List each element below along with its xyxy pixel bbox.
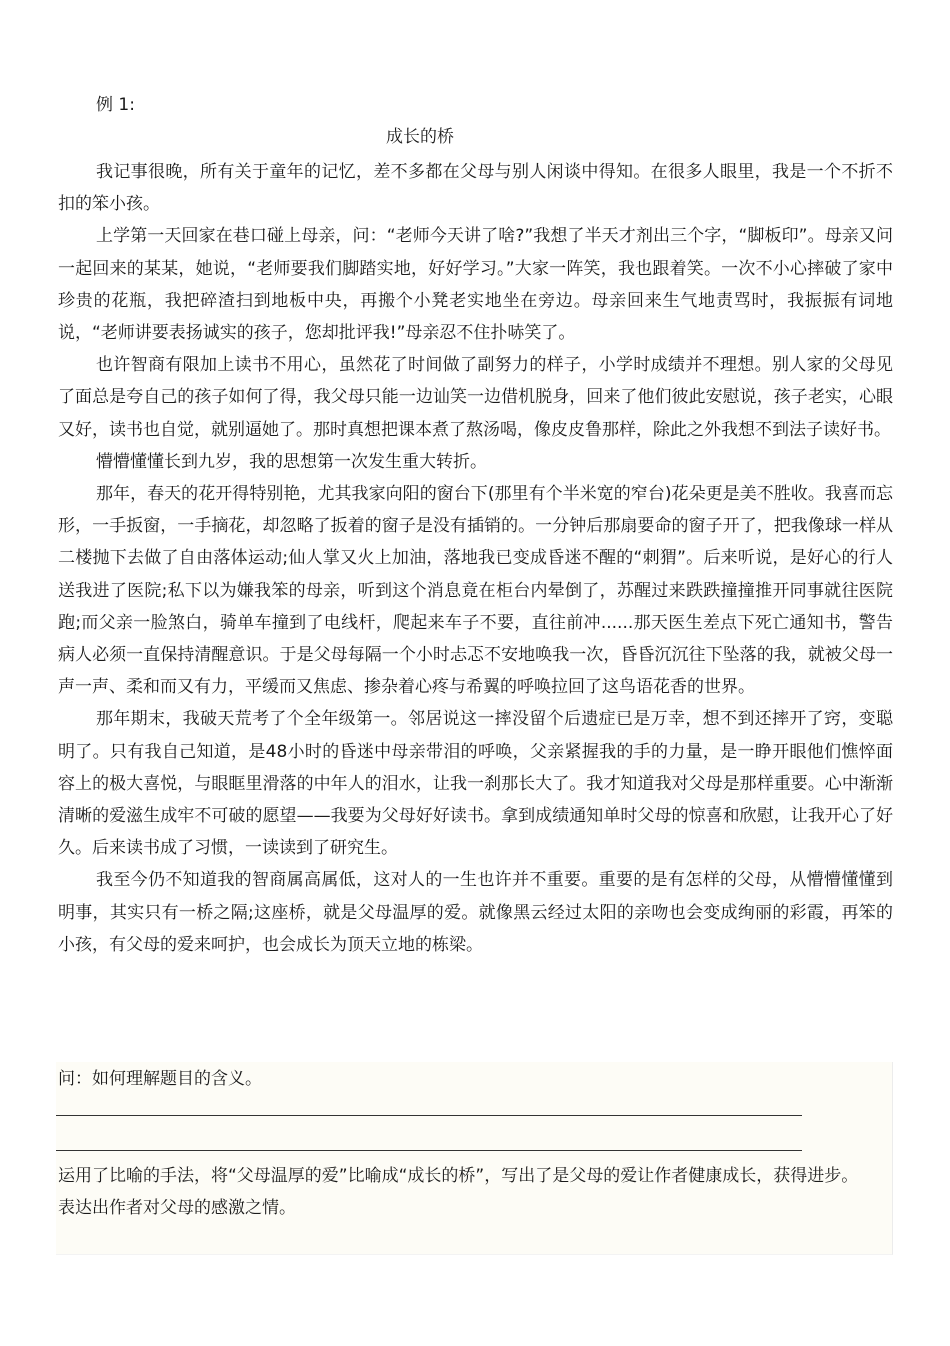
answer-blank-line	[56, 1115, 802, 1116]
example-label: 例 1:	[96, 95, 135, 115]
essay-paragraph: 那年，春天的花开得特别艳，尤其我家向阳的窗台下(那里有个半米宽的窄台)花朵更是美不胜收。我喜而忘形，一手扳窗，一手摘花，却忽略了扳着的窗子是没有插销的。一分钟后那扇要命的窗子开了，把我像球一样从二楼抛下去做了自由落体运动;仙人掌又火上加油，落地我已变成昏迷不醒的“刺猬”。后来听说，是好心的行人送我进了医院;私下以为嫌我笨的母亲，听到这个消息竟在柜台内晕倒了，苏醒过来跌跌撞撞推开同事就往医院跑;而父亲一脸煞白，骑单车撞到了电线杆，爬起来车子不要，直往前冲......那天医生差点下死亡通知书，警告病人必须一直保持清醒意识。于是父母每隔一个小时忐忑不安地唤我一次，昏昏沉沉往下坠落的我，就被父母一声一声、柔和而又有力，平缓而又焦虑、掺杂着心疼与希翼的呼唤拉回了这鸟语花香的世界。	[58, 484, 893, 698]
essay-paragraph: 也许智商有限加上读书不用心，虽然花了时间做了副努力的样子，小学时成绩并不理想。别人家的父母见了面总是夸自己的孩子如何了得，我父母只能一边讪笑一边借机脱身，回来了他们彼此安慰说，孩子老实，心眼又好，读书也自觉，就别逼她了。那时真想把课本煮了熬汤喝，像皮皮鲁那样，除此之外我想不到法子读好书。	[58, 355, 893, 440]
essay-title: 成长的桥	[386, 127, 454, 147]
essay-paragraph: 上学第一天回家在巷口碰上母亲，问：“老师今天讲了啥?”我想了半天才剂出三个字，“脚板印”。母亲又问一起回来的某某，她说，“老师要我们脚踏实地，好好学习。”大家一阵笑，我也跟着笑。一次不小心摔破了家中珍贵的花瓶，我把碎渣扫到地板中央，再搬个小凳老实地坐在旁边。母亲回来生气地责骂时，我振振有词地说，“老师讲要表扬诚实的孩子，您却批评我!”母亲忍不住扑哧笑了。	[58, 226, 893, 344]
essay-paragraph: 我至今仍不知道我的智商属高属低，这对人的一生也许并不重要。重要的是有怎样的父母，从懵懵懂懂到明事，其实只有一桥之隔;这座桥，就是父母温厚的爱。就像黑云经过太阳的亲吻也会变成绚丽的彩霞，再笨的小孩，有父母的爱来呵护，也会成长为顶天立地的栋梁。	[58, 870, 893, 955]
essay-body	[58, 156, 893, 961]
answer-text: 运用了比喻的手法，将“父母温厚的爱”比喻成“成长的桥”，写出了是父母的爱让作者健康成长，获得进步。表达出作者对父母的感激之情。	[58, 1166, 859, 1218]
question-text: 问：如何理解题目的含义。	[58, 1069, 262, 1089]
question-answer-box	[56, 1062, 893, 1255]
essay-paragraph: 那年期末，我破天荒考了个全年级第一。邻居说这一摔没留个后遗症已是万幸，想不到还摔开了窍，变聪明了。只有我自己知道，是48小时的昏迷中母亲带泪的呼唤，父亲紧握我的手的力量，是一睁开眼他们憔悴面容上的极大喜悦，与眼眶里滑落的中年人的泪水，让我一刹那长大了。我才知道我对父母是那样重要。心中渐渐清晰的爱滋生成牢不可破的愿望——我要为父母好好读书。拿到成绩通知单时父母的惊喜和欣慰，让我开心了好久。后来读书成了习惯，一读读到了研究生。	[58, 709, 893, 859]
essay-paragraph: 我记事很晚，所有关于童年的记忆，差不多都在父母与别人闲谈中得知。在很多人眼里，我是一个不折不扣的笨小孩。	[58, 162, 893, 215]
essay-paragraph: 懵懵懂懂长到九岁，我的思想第一次发生重大转折。	[96, 451, 487, 472]
answer-blank-line	[56, 1150, 802, 1151]
